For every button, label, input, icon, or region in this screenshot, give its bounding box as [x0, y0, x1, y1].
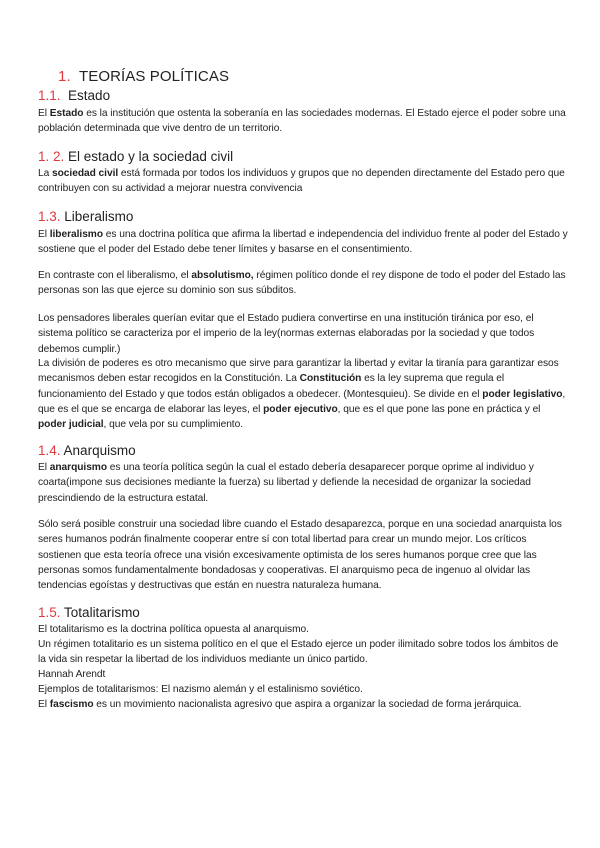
anarquismo-paragraph-2: Sólo será posible construir una sociedad libre cuando el Estado desaparezca, porque en una sociedad anarquista los seres humanos podrán finalmente cooperar entre sí con total libertad para crear un mundo mejor. Los críticos sostienen que esta teoría ofrece una visión excesivamente optimista de los seres humanos porque cree que las personas somos fundamentalmente bondadosas y cooperativas. El anarquismo peca de ingenuo al olvidar las tendencias egoístas y destructivas que están en nuestra naturaleza humana. — [38, 519, 562, 592]
section-heading-liberalismo — [38, 209, 133, 224]
liberalismo-paragraph-4: La división de poderes es otro mecanismo que sirve para garantizar la libertad y evitar la tiranía para garantizar esos mecanismos deben estar recogidos en la Constitución. La Constitución es la ley suprema que regula el funcionamiento del Estado y que todos están obligados a obedecer. (Montesquieu). Se divide en el poder legislativo, que es el que se encarga de elaborar las leyes, el poder ejecutivo, que es el que pone las pone en práctica y el poder judicial, que vela por su cumplimiento. — [38, 358, 566, 431]
term-sociedad-civil: sociedad civil — [52, 168, 119, 179]
sociedad-paragraph: La sociedad civil está formada por todos los individuos y grupos que no dependen directamente del Estado pero que contribuyen con su actividad a mejorar nuestra convivencia — [38, 168, 565, 195]
section-heading-sociedad-civil — [38, 149, 233, 164]
section-number: 1. 2. — [38, 149, 65, 164]
term-liberalismo: liberalismo — [49, 229, 103, 240]
term-fascismo: fascismo — [49, 699, 94, 710]
section-title: Totalitarismo — [64, 605, 140, 620]
title-number: 1. — [58, 68, 71, 85]
term-poder-legislativo: poder legislativo — [482, 388, 563, 400]
term-poder-ejecutivo: poder ejecutivo — [263, 403, 338, 415]
section-title: El estado y la sociedad civil — [68, 149, 234, 164]
section-number: 1.1. — [38, 88, 61, 103]
term-absolutismo: absolutismo, — [191, 270, 254, 281]
section-heading-anarquismo — [38, 443, 136, 458]
section-title: Anarquismo — [63, 443, 136, 458]
section-number: 1.4. — [38, 443, 61, 458]
section-title: Liberalismo — [64, 209, 134, 224]
term-anarquismo: anarquismo — [49, 462, 107, 473]
totalitarismo-fascismo: El fascismo es un movimiento nacionalista agresivo que aspira a organizar la sociedad de forma jerárquica. — [38, 699, 522, 710]
liberalismo-paragraph-1: El liberalismo es una doctrina política que afirma la libertad e independencia del individuo frente al poder del Estado y sostiene que el poder del Estado debe tener límites y basarse en el consentimiento. — [38, 229, 568, 256]
anarquismo-paragraph-1: El anarquismo es una teoría política según la cual el estado debería desaparecer porque oprime al individuo y coarta(impone sus decisiones mediante la fuerza) su libertad y defiende la necesidad de organizar la sociedad prescindiendo de la estructura estatal. — [38, 462, 534, 504]
section-title: Estado — [68, 88, 111, 103]
estado-paragraph: El Estado es la institución que ostenta la soberanía en las sociedades modernas. El Estado ejerce el poder sobre una población determinada que vive dentro de un territorio. — [38, 108, 566, 135]
totalitarismo-author: Hannah Arendt — [38, 669, 106, 680]
section-number: 1.5. — [38, 605, 61, 620]
page-title — [58, 68, 229, 85]
term-constitucion: Constitución — [299, 373, 362, 385]
section-heading-estado — [38, 88, 110, 103]
title-text: TEORÍAS POLÍTICAS — [78, 68, 230, 85]
section-heading-totalitarismo — [38, 605, 140, 620]
term-estado: Estado — [49, 108, 84, 119]
liberalismo-paragraph-3: Los pensadores liberales querían evitar que el Estado pudiera convertirse en una institución tiránica por eso, el sistema político se caracteriza por el imperio de la ley(normas externas elaboradas por la sociedad y que todos debemos cumplir.) — [38, 313, 535, 355]
term-poder-judicial: poder judicial — [38, 419, 104, 431]
totalitarismo-line-2: Un régimen totalitario es un sistema político en el que el Estado ejerce un poder ilimitado sobre todos los ámbitos de la vida sin respetar la libertad de los individuos mediante un único partido. — [38, 639, 559, 666]
liberalismo-paragraph-2: En contraste con el liberalismo, el absolutismo, régimen político donde el rey dispone de todo el poder del Estado las personas son las que ejerce su dominio son sus súbditos. — [38, 270, 566, 297]
section-number: 1.3. — [38, 209, 61, 224]
totalitarismo-examples: Ejemplos de totalitarismos: El nazismo alemán y el estalinismo soviético. — [38, 684, 363, 695]
totalitarismo-line-1: El totalitarismo es la doctrina política opuesta al anarquismo. — [38, 624, 309, 635]
